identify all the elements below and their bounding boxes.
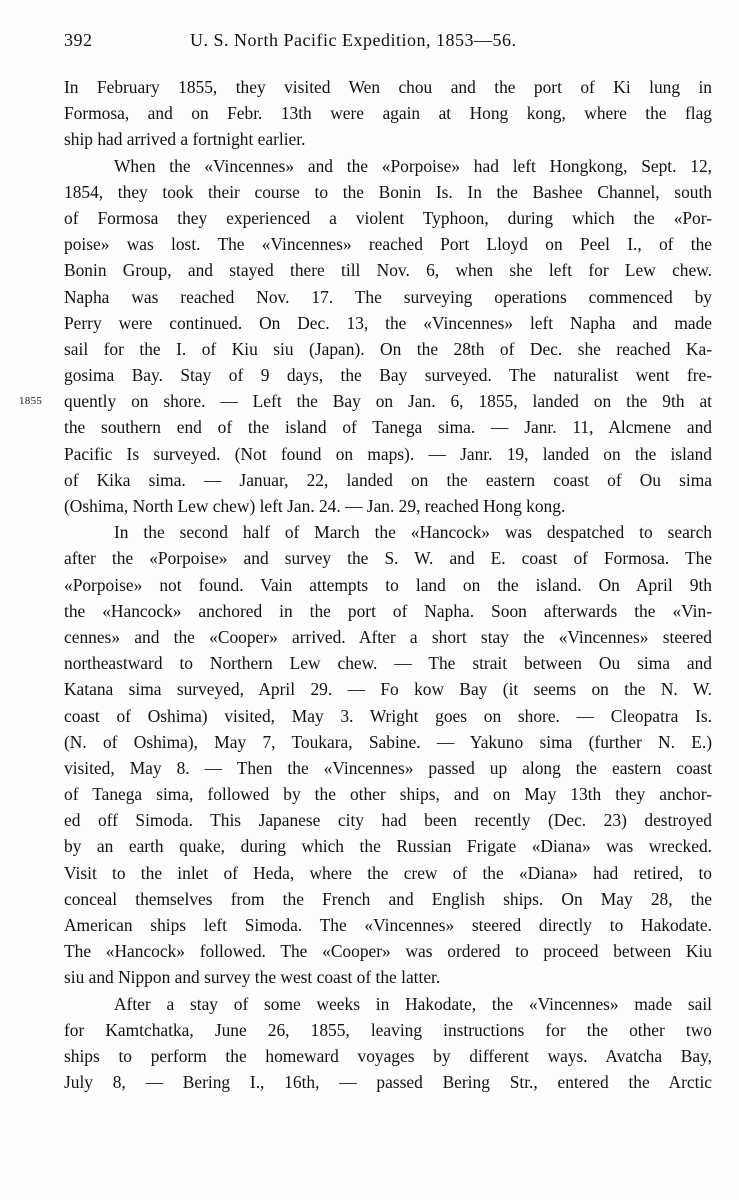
text-line: In the second half of March the «Hancock» was despatched to search — [114, 522, 712, 543]
margin-year-note: 1855 — [19, 395, 43, 408]
text-line: the «Hancock» anchored in the port of Napha. Soon afterwards the «Vin- — [64, 600, 712, 621]
text-line: After a stay of some weeks in Hakodate, the «Vincennes» made sail — [114, 993, 712, 1014]
text-line: Visit to the inlet of Heda, where the crew of the «Diana» had retired, to — [64, 862, 712, 883]
text-line: by an earth quake, during which the Russian Frigate «Diana» was wrecked. — [64, 836, 712, 857]
page-number: 392 — [64, 30, 93, 50]
text-line: northeastward to Northern Lew chew. — The strait between Ou sima and — [64, 653, 712, 674]
text-line: ships to perform the homeward voyages by different ways. Avatcha Bay, — [64, 1045, 712, 1066]
text-line: ship had arrived a fortnight earlier. — [64, 129, 306, 150]
text-line-content: quently on shore. — Left the Bay on Jan. 6, 1855, landed on the 9th at — [64, 391, 712, 412]
text-line: When the «Vincennes» and the «Porpoise» had left Hongkong, Sept. 12, — [114, 155, 712, 176]
body-text — [19, 74, 712, 1095]
text-line: siu and Nippon and survey the west coast of the latter. — [64, 967, 441, 988]
running-head: U. S. North Pacific Expedition, 1853—56. — [190, 30, 517, 50]
text-line: Katana sima surveyed, April 29. — Fo kow Bay (it seems on the N. W. — [64, 679, 712, 700]
text-line: (N. of Oshima), May 7, Toukara, Sabine. — Yakuno sima (further N. E.) — [64, 731, 712, 752]
text-line: American ships left Simoda. The «Vincennes» steered directly to Hakodate. — [64, 915, 712, 935]
text-line: Napha was reached Nov. 17. The surveying operations commenced by — [64, 286, 712, 307]
text-line: conceal themselves from the French and English ships. On May 28, the — [64, 888, 712, 909]
text-line: visited, May 8. — Then the «Vincennes» passed up along the eastern coast — [64, 757, 712, 778]
text-line: July 8, — Bering I., 16th, — passed Bering Str., entered the Arctic — [64, 1072, 712, 1093]
text-line: «Porpoise» not found. Vain attempts to land on the island. On April 9th — [64, 574, 712, 595]
text-line: coast of Oshima) visited, May 3. Wright goes on shore. — Cleopatra Is. — [64, 705, 712, 726]
text-line: 1854, they took their course to the Bonin Is. In the Bashee Channel, south — [64, 181, 712, 202]
text-line: Perry were continued. On Dec. 13, the «Vincennes» left Napha and made — [64, 312, 712, 333]
text-line: after the «Porpoise» and survey the S. W. and E. coast of Formosa. The — [64, 548, 712, 569]
text-line: sail for the I. of Kiu siu (Japan). On the 28th of Dec. she reached Ka- — [64, 338, 712, 359]
text-line: of Tanega sima, followed by the other ships, and on May 13th they anchor- — [64, 784, 712, 805]
text-line: Pacific Is surveyed. (Not found on maps). — Janr. 19, landed on the island — [64, 443, 712, 464]
text-line: for Kamtchatka, June 26, 1855, leaving instructions for the other two — [64, 1019, 712, 1040]
text-line: gosima Bay. Stay of 9 days, the Bay surveyed. The naturalist went fre- — [64, 365, 712, 386]
text-line: ed off Simoda. This Japanese city had been recently (Dec. 23) destroyed — [64, 810, 712, 831]
text-line: poise» was lost. The «Vincennes» reached Port Lloyd on Peel I., of the — [64, 234, 712, 255]
text-line-with-margin-note — [19, 388, 712, 414]
text-line: Bonin Group, and stayed there till Nov. 6, when she left for Lew chew. — [64, 260, 712, 281]
text-line: cennes» and the «Cooper» arrived. After a short stay the «Vincennes» steered — [64, 626, 712, 647]
text-line: of Formosa they experienced a violent Typhoon, during which the «Por- — [64, 207, 712, 228]
text-line: In February 1855, they visited Wen chou and the port of Ki lung in — [64, 77, 712, 97]
text-line: the southern end of the island of Tanega sima. — Janr. 11, Alcmene and — [64, 417, 712, 438]
text-line: (Oshima, North Lew chew) left Jan. 24. — Jan. 29, reached Hong kong. — [64, 496, 566, 516]
text-line: Formosa, and on Febr. 13th were again at Hong kong, where the flag — [64, 103, 712, 124]
text-line: of Kika sima. — Januar, 22, landed on the eastern coast of Ou sima — [64, 469, 712, 490]
text-line: The «Hancock» followed. The «Cooper» was ordered to proceed between Kiu — [64, 941, 712, 962]
